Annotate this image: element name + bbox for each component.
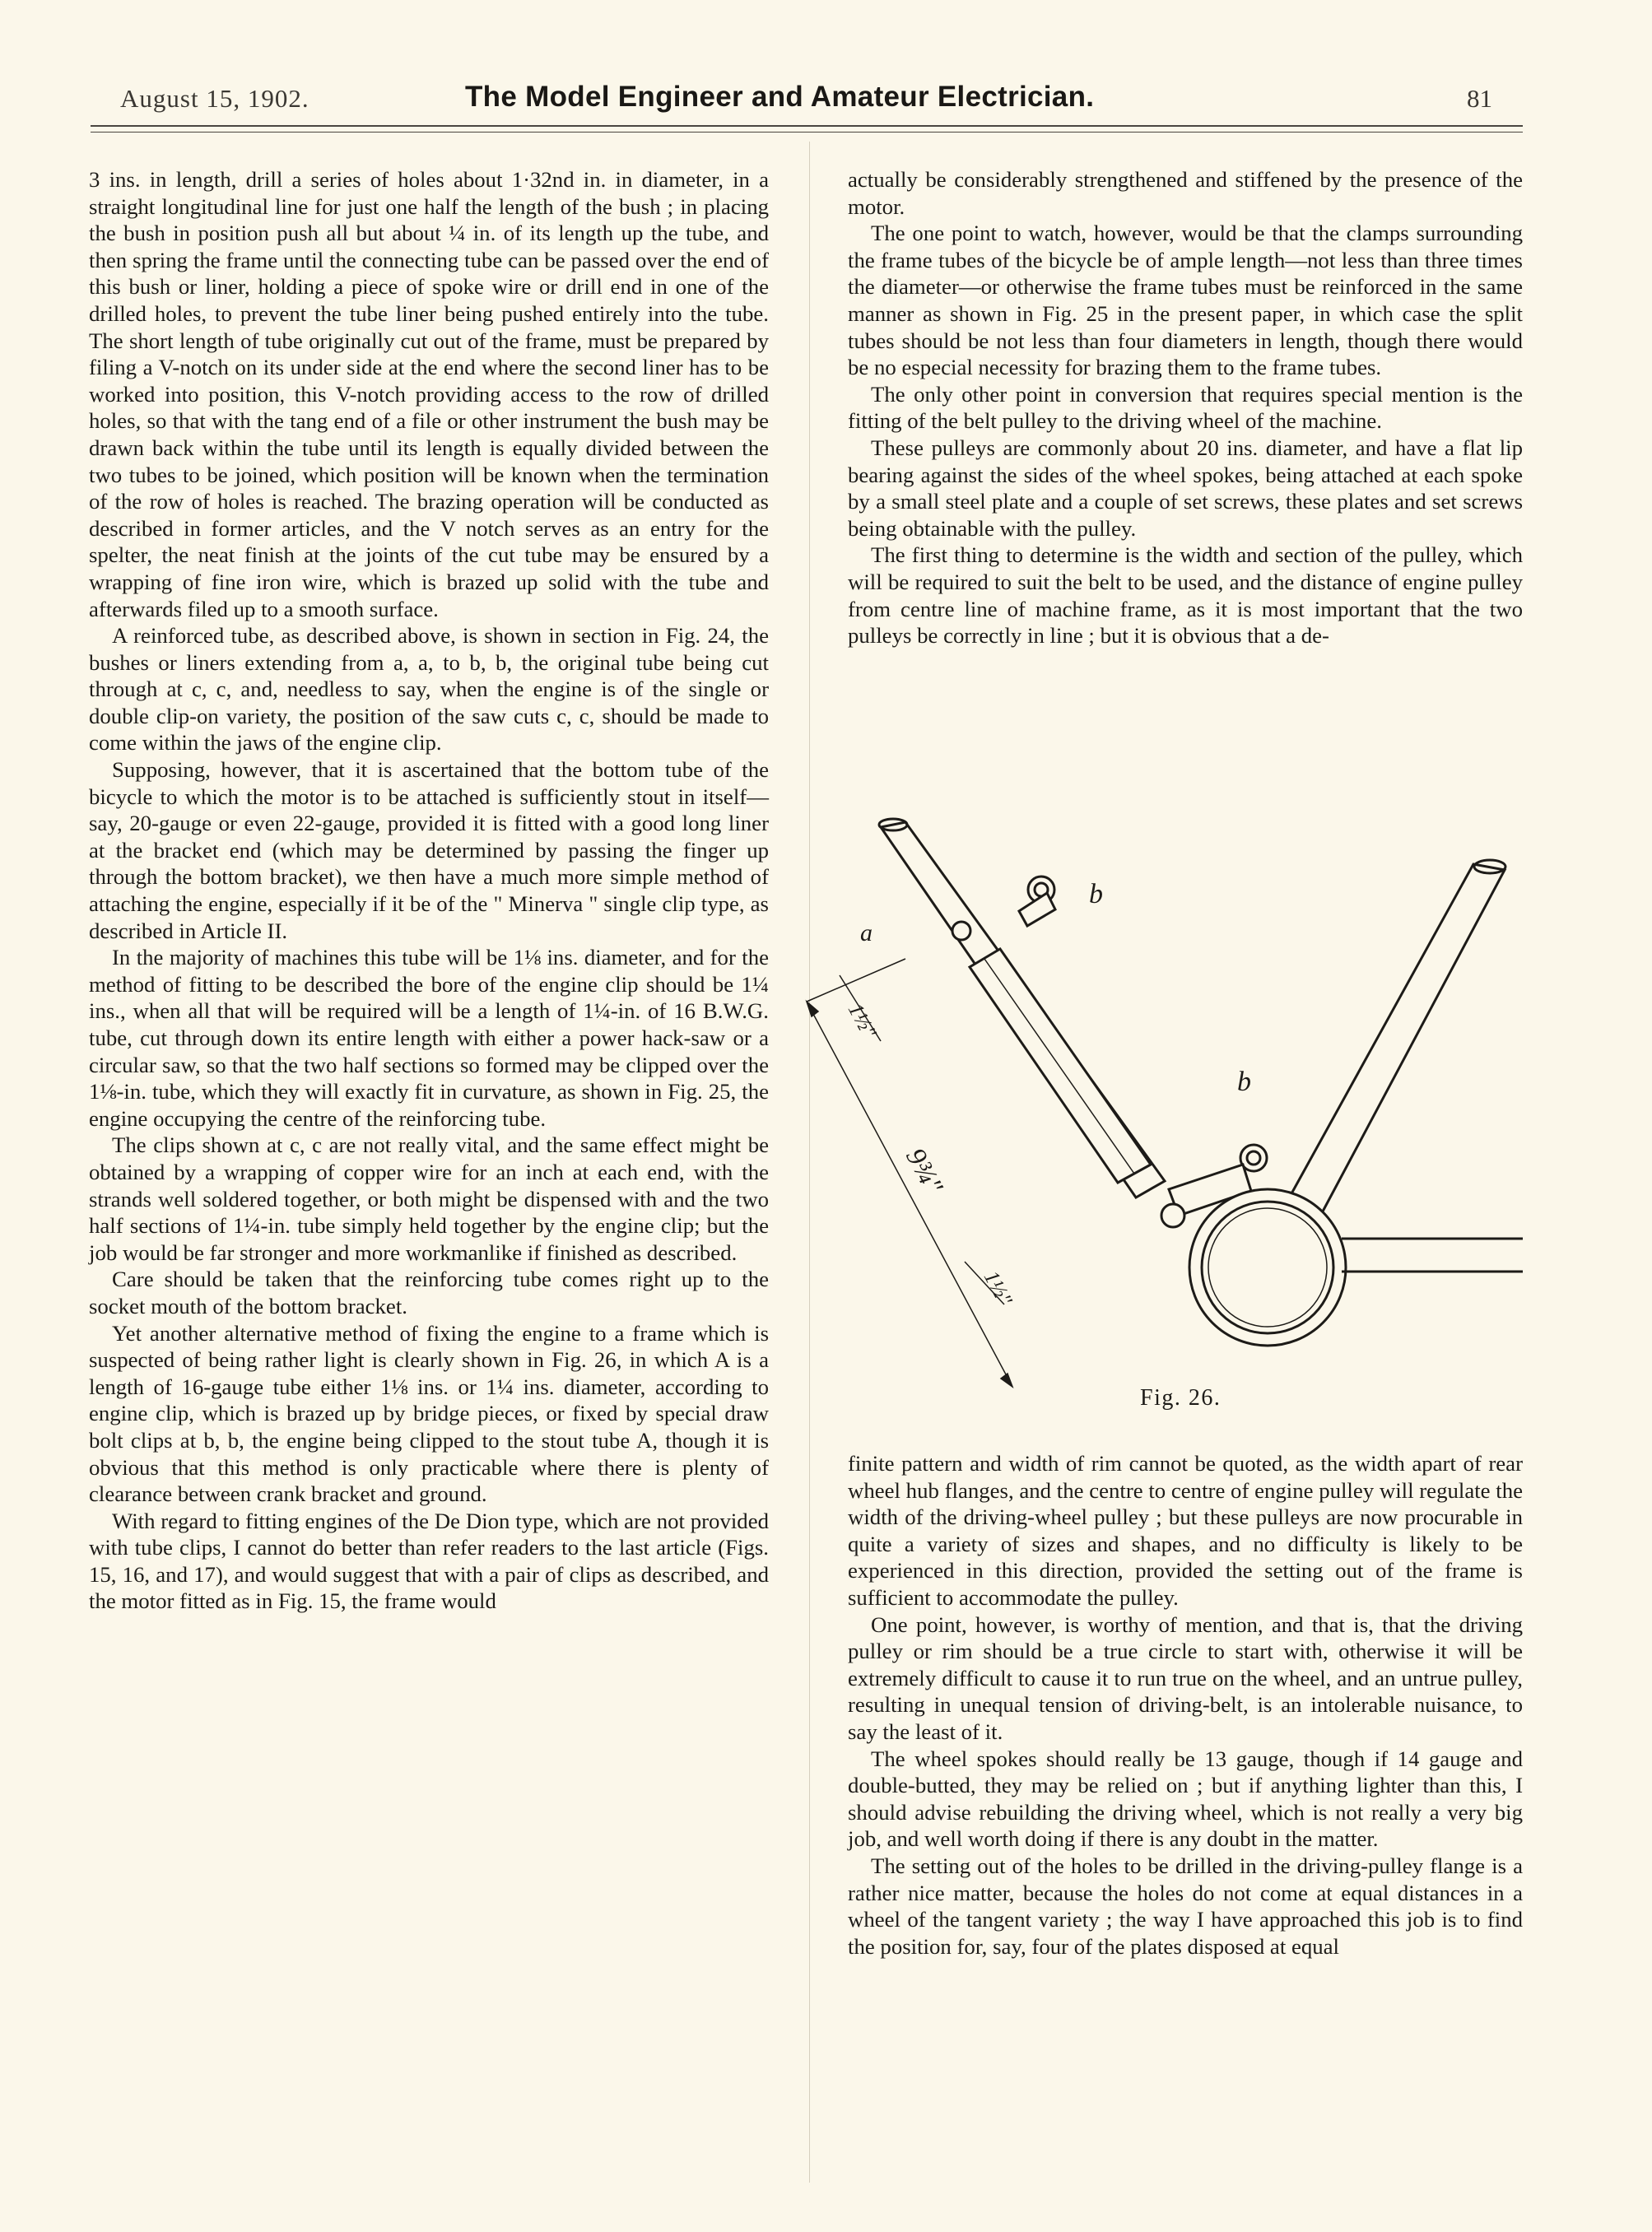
header-rule-thin [91, 132, 1523, 133]
header-rule [91, 125, 1523, 127]
label-b-middle: b [1237, 1067, 1251, 1097]
paragraph: finite pattern and width of rim cannot be quoted, as the width apart of rear wheel hub flanges, and the centre to centre of engine pulley will regulate the width of the driving-wheel pulley ; but these pulleys are now procurable in quite a variety of sizes and shapes, and no difficulty is likely to be experienced in this direction, provided the setting out of the frame is sufficient to accommodate the pulley. [848, 1451, 1523, 1610]
paragraph: actually be considerably strengthened and stiffened by the presence of the motor. [848, 167, 1523, 219]
bicycle-frame-diagram [782, 811, 1523, 1395]
paragraph: The first thing to determine is the width and section of the pulley, which will be required to suit the belt to be used, and the distance of engine pulley from centre line of machine frame, as it is most important that the two pulleys be correctly in line ; but it is obvious that a de- [848, 542, 1523, 649]
page-header [82, 79, 1523, 128]
paragraph: 3 ins. in length, drill a series of holes about 1·32nd in. in diameter, in a straight longitudinal line for just one half the length of the bush ; in placing the bush in position push all but about ¼ in. of its length up the tube, and then spring the frame until the connecting tube can be passed over the end of this bush or liner, holding a piece of spoke wire or drill end in one of the drilled holes, to prevent the tube liner being pushed entirely into the tube. The short length of tube originally cut out of the frame, must be prepared by filing a V-notch on its under side at the end where the second liner has to be worked into position, this V-notch providing access to the row of drilled holes, so that with the tang end of a file or other instrument the bush may be drawn back within the tube until its length is equally divided between the two tubes to be joined, which position will be known when the termination of the row of holes is reached. The brazing operation will be conducted as described in former articles, and the V notch serves as an entry for the spelter, the neat finish at the joints of the cut tube may be ensured by a wrapping of fine iron wire, which is brazed up solid with the tube and afterwards filed up to a smooth surface. [89, 167, 769, 621]
right-column-top [848, 166, 1523, 649]
right-column-bottom [848, 1450, 1523, 1960]
page-number: 81 [1467, 84, 1492, 113]
figure-caption: Fig. 26. [1140, 1385, 1222, 1411]
dimension-label-bottom: 1½" [979, 1267, 1017, 1310]
reinforcing-tube [970, 949, 1151, 1183]
paragraph: One point, however, is worthy of mention, and that is, that the driving pulley or rim should be a true circle to start with, otherwise it will be extremely difficult to cause it to run true on the wheel, and an untrue pulley, resulting in unequal tension of driving-belt, is an intolerable nuisance, to say the least of it. [848, 1611, 1523, 1744]
paragraph: The wheel spokes should really be 13 gauge, though if 14 gauge and double-butted, they may be relied on ; but if anything lighter than this, I should advise rebuilding the driving wheel, which is not really a very big job, and well worth doing if there is any doubt in the matter. [848, 1746, 1523, 1852]
dimension-label-top: 1½" [843, 999, 882, 1043]
paragraph: Yet another alternative method of fixing the engine to a frame which is suspected of being rather light is clearly shown in Fig. 26, in which A is a length of 16-gauge tube either 1⅛ ins. or 1¼ ins. diameter, according to engine clip, which is brazed up by bridge pieces, or fixed by special draw bolt clips at b, b, the engine being clipped to the stout tube A, though it is obvious that this method is only practicable where there is plenty of clearance between crank bracket and ground. [89, 1320, 769, 1507]
frame-tube [1286, 864, 1505, 1222]
paragraph: The clips shown at c, c are not really vital, and the same effect might be obtained by a wrapping of copper wire for an inch at each end, with the strands well soldered together, or both might be dispensed with and the two half sections of 1¼-in. tube simply held together by the engine clip; but the job would be far stronger and more workmanlike if finished as described. [89, 1132, 769, 1265]
figure-26 [782, 811, 1523, 1395]
paragraph: In the majority of machines this tube will be 1⅛ ins. diameter, and for the method of fitting to be described the bore of the engine clip should be 1¼ ins., when all that will be required will be a length of 1¼-in. of 16 B.W.G. tube, cut through down its entire length with either a power hack-saw or a circular saw, so that the two half sections so formed may be clipped over the 1⅛-in. tube, which they will exactly fit in curvature, as shown in Fig. 25, the engine occupying the centre of the reinforcing tube. [89, 945, 769, 1131]
paragraph: These pulleys are commonly about 20 ins. diameter, and have a flat lip bearing against the sides of the wheel spokes, being attached at each spoke by a small steel plate and a couple of set screws, these plates and set screws being obtainable with the pulley. [848, 435, 1523, 541]
paragraph: The only other point in conversion that requires special mention is the fitting of the belt pulley to the driving wheel of the machine. [848, 381, 1523, 434]
paragraph: Supposing, however, that it is ascertained that the bottom tube of the bicycle to which the motor is to be attached is sufficiently stout in itself—say, 20-gauge or even 22-gauge, provided it is fitted with a good long liner at the bracket end (which may be determined by passing the finger up through the bottom bracket), we then have a much more simple method of attaching the engine, especially if it be of the " Minerva " single clip type, as described in Article II. [89, 757, 769, 943]
journal-title: The Model Engineer and Amateur Electrician. [465, 81, 1095, 113]
label-b-top: b [1089, 879, 1103, 909]
paragraph: The one point to watch, however, would be that the clamps surrounding the frame tubes of the bicycle be of ample length—not less than three times the diameter—or otherwise the frame tubes must be reinforced in the same manner as shown in Fig. 25 in the present paper, in which case the split tubes should be not less than four diameters in length, though there would be no especial necessity for brazing them to the frame tubes. [848, 221, 1523, 380]
issue-date: August 15, 1902. [120, 84, 309, 113]
bottom-bracket [1189, 1189, 1346, 1346]
left-column [89, 166, 769, 1615]
paragraph: The setting out of the holes to be drilled in the driving-pulley flange is a rather nice matter, because the holes do not come at equal distances in a wheel of the tangent variety ; the way I have approached this job is to find the position for, say, four of the plates disposed at equal [848, 1853, 1523, 1959]
paragraph: With regard to fitting engines of the De Dion type, which are not provided with tube clips, I cannot do better than refer readers to the last article (Figs. 15, 16, and 17), and would suggest that with a pair of clips as described, and the motor fitted as in Fig. 15, the frame would [89, 1508, 769, 1614]
label-a: a [860, 919, 873, 946]
dimension-line [807, 1002, 1012, 1387]
dimension-label-main: 9¾" [899, 1143, 949, 1199]
paragraph: A reinforced tube, as described above, is shown in section in Fig. 24, the bushes or liners extending from a, a, to b, b, the original tube being cut through at c, c, and, needless to say, when the engine is of the single or double clip-on variety, the position of the saw cuts c, c, should be made to come within the jaws of the engine clip. [89, 623, 769, 756]
paragraph: Care should be taken that the reinforcing tube comes right up to the socket mouth of the bottom bracket. [89, 1267, 769, 1318]
